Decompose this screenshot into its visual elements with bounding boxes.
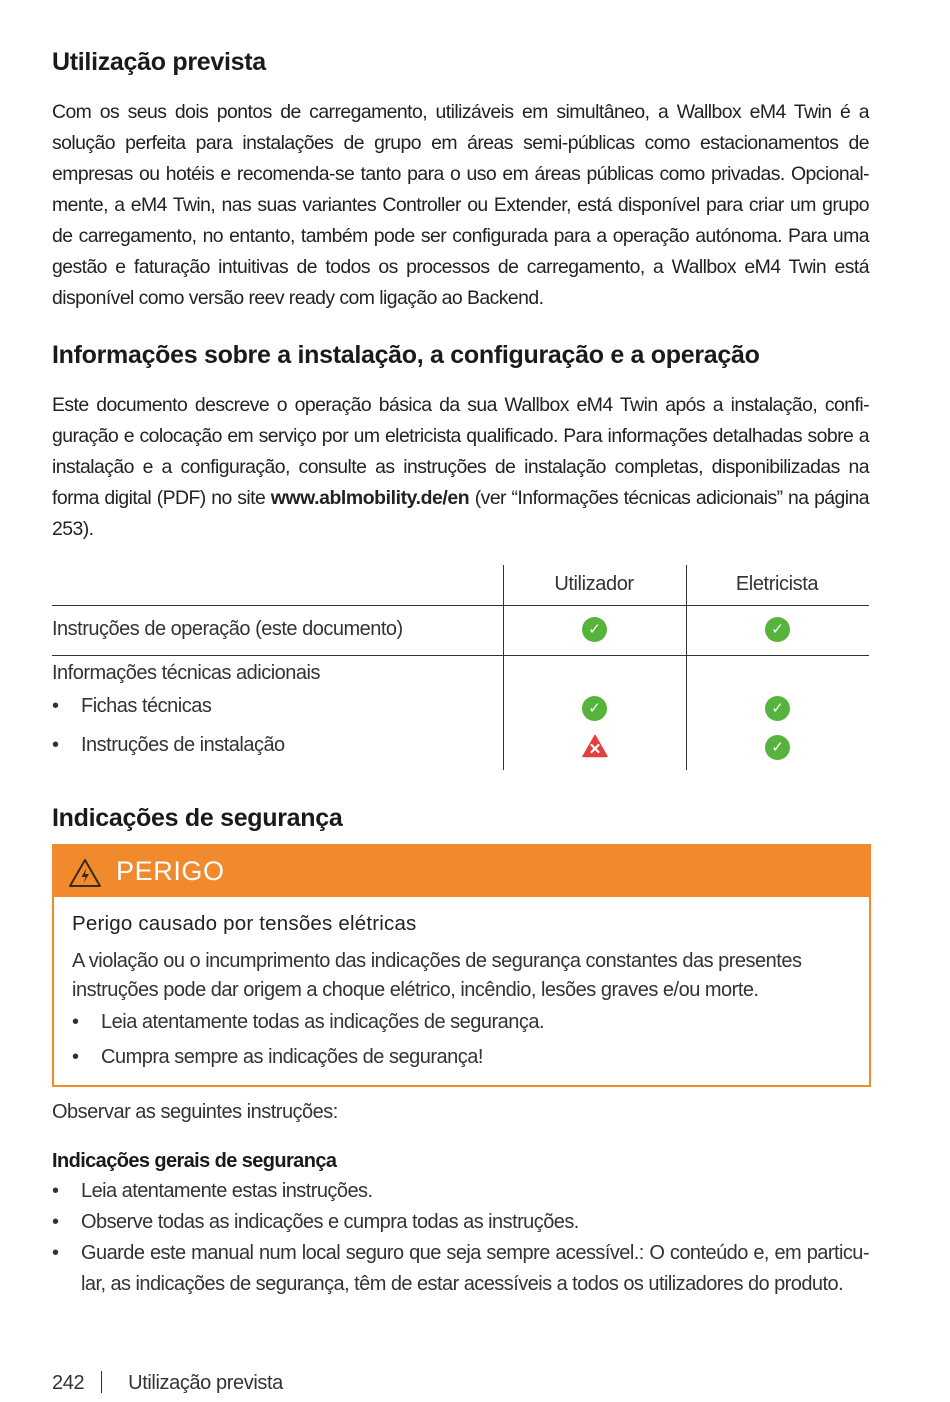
list-item [72, 1046, 483, 1069]
danger-item: Cumpra sempre as indicações de segurança! [101, 1046, 483, 1068]
website-link[interactable]: www.ablmobility.de/en [270, 487, 470, 509]
info-text-before: Este documento descreve o operação básica da sua Wallbox eM4 Twin após a instalação, confi-guração e colocação em serviço por um eletricista qualificado. Para informações detalhadas sobre a instalação e a configuração, consulte as instruções de instalação completas, disponibilizadas na forma digital (PDF) no site [52, 394, 869, 509]
page-number: 242 [52, 1372, 85, 1394]
page-footer [52, 1371, 283, 1395]
observe-text: Observar as seguintes instruções: [52, 1101, 338, 1123]
general-item: Observe todas as indicações e cumpra todas as instruções. [81, 1211, 579, 1233]
heading-installation-info: Informações sobre a instalação, a configuração e a operação [52, 341, 760, 369]
item-datasheets: Fichas técnicas [81, 695, 212, 717]
item-installation: Instruções de instalação [81, 734, 285, 756]
bullet-dot: • [52, 695, 59, 717]
check-icon: ✓ [582, 696, 607, 721]
danger-header [54, 846, 869, 897]
general-item: Guarde este manual num local seguro que seja sempre acessível.: O conteúdo e, em particu-lar, as indicações de segurança, têm de estar acessíveis a todos os utilizadores do produto. [81, 1242, 869, 1295]
bullet-dot: • [72, 1011, 79, 1033]
info-text-after: (ver “Informações técnicas adicionais” na página 253). [52, 487, 869, 540]
bullet-dot: • [52, 1242, 59, 1264]
check-icon: ✓ [765, 696, 790, 721]
table-row [52, 656, 869, 771]
check-icon: ✓ [765, 735, 790, 760]
general-item: Leia atentamente estas instruções. [81, 1180, 373, 1202]
danger-box [52, 844, 871, 1087]
installation-info-paragraph [52, 390, 869, 545]
row-label-additional: Informações técnicas adicionais [52, 662, 320, 684]
bullet-dot: • [52, 1180, 59, 1202]
general-safety-title: Indicações gerais de segurança [52, 1150, 337, 1172]
bullet-dot: • [52, 1211, 59, 1233]
danger-text: A violação ou o incumprimento das indicações de segurança constantes das presentes instruções pode dar origem a choque elétrico, incêndio, lesões graves e/ou morte. [72, 950, 802, 1001]
table-row [52, 606, 869, 656]
danger-item: Leia atentamente todas as indicações de segurança. [101, 1011, 545, 1033]
list-item [52, 1176, 869, 1207]
bullet-dot: • [72, 1046, 79, 1068]
footer-section: Utilização prevista [128, 1372, 283, 1394]
bullet-dot: • [52, 734, 59, 756]
header-user: Utilizador [554, 573, 634, 595]
heading-safety: Indicações de segurança [52, 804, 343, 832]
intended-use-paragraph: Com os seus dois pontos de carregamento, utilizáveis em simultâneo, a Wallbox eM4 Twin é a solução perfeita para instalações de grupo em áreas semi-públicas como estacionamentos de empresas ou hotéis e recomenda-se tanto para o uso em áreas públicas como privadas. Opcional-mente, a eM4 Twin, nas suas variantes Controller ou Extender, está disponível para criar um grupo de carregamento, no entanto, também pode ser configurada para a operação autónoma. Para uma gestão e faturação intuitivas de todos os processos de carregamento, a Wallbox eM4 Twin está disponível como versão reev ready com ligação ao Backend. [52, 101, 869, 309]
row-label-operation: Instruções de operação (este documento) [52, 618, 403, 640]
list-item [52, 734, 285, 757]
check-icon: ✓ [582, 617, 607, 642]
electrical-hazard-icon [68, 858, 102, 888]
table-header [52, 565, 869, 606]
danger-subtitle: Perigo causado por tensões elétricas [72, 912, 417, 935]
heading-intended-use: Utilização prevista [52, 48, 266, 76]
list-item [52, 1207, 869, 1238]
list-item [52, 695, 211, 718]
header-electrician: Eletricista [735, 573, 819, 595]
documents-table [52, 565, 869, 771]
list-item [52, 1238, 869, 1300]
check-icon: ✓ [765, 617, 790, 642]
footer-divider [101, 1371, 102, 1393]
cross-warning-icon [582, 734, 608, 758]
list-item [72, 1011, 544, 1034]
danger-label: PERIGO [116, 856, 225, 886]
